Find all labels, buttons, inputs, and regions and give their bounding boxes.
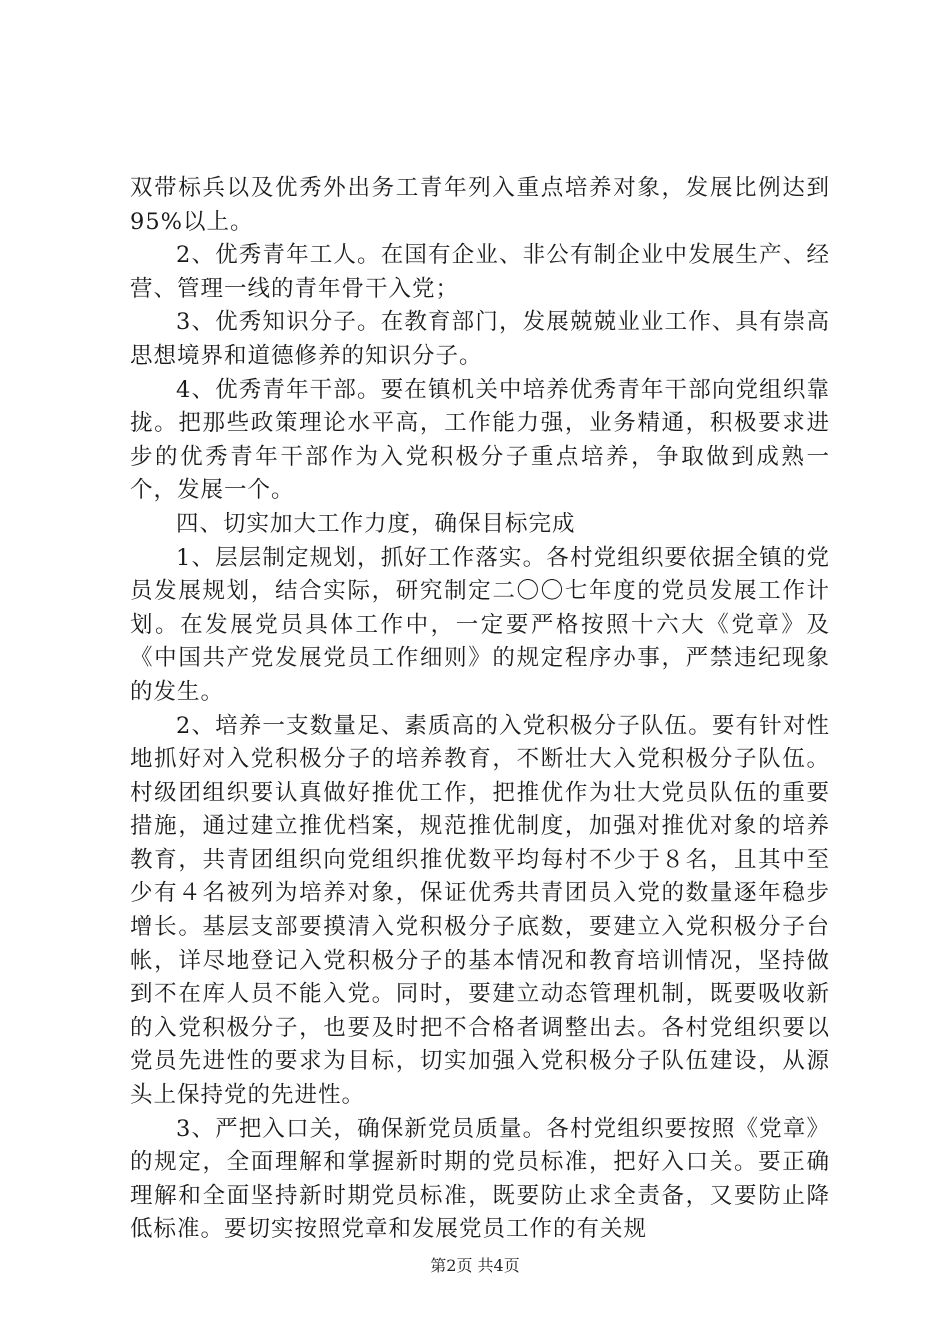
paragraph-continuation: 双带标兵以及优秀外出务工青年列入重点培养对象，发展比例达到95%以上。 (130, 175, 830, 235)
page-footer: 第2页 共4页 (430, 1256, 520, 1275)
section-heading: 四、切实加大工作力度，确保目标完成 (176, 510, 576, 537)
document-body (130, 172, 830, 1247)
paragraph-intellectuals: 3、优秀知识分子。在教育部门，发展兢兢业业工作、具有崇高思想境界和道德修养的知识分子。 (130, 309, 830, 369)
paragraph-entry-control: 3、严把入口关，确保新党员质量。各村党组织要按照《党章》的规定，全面理解和掌握新时期的党员标准，把好入口关。要正确理解和全面坚持新时期党员标准，既要防止求全责备，又要防止降低标准。要切实按照党章和发展党员工作的有关规 (130, 1115, 830, 1243)
paragraph-young-workers: 2、优秀青年工人。在国有企业、非公有制企业中发展生产、经营、管理一线的青年骨干入党； (130, 242, 830, 302)
paragraph-young-cadres: 4、优秀青年干部。要在镇机关中培养优秀青年干部向党组织靠拢。把那些政策理论水平高，工作能力强，业务精通，积极要求进步的优秀青年干部作为入党积极分子重点培养，争取做到成熟一个，发展一个。 (130, 376, 830, 504)
paragraph-activists: 2、培养一支数量足、素质高的入党积极分子队伍。要有针对性地抓好对入党积极分子的培养教育，不断壮大入党积极分子队伍。村级团组织要认真做好推优工作，把推优作为壮大党员队伍的重要措施，通过建立推优档案，规范推优制度，加强对推优对象的培养教育，共青团组织向党组织推优数平均每村不少于８名，且其中至少有４名被列为培养对象，保证优秀共青团员入党的数量逐年稳步增长。基层支部要摸清入党积极分子底数，要建立入党积极分子台帐，详尽地登记入党积极分子的基本情况和教育培训情况，坚持做到不在库人员不能入党。同时，要建立动态管理机制，既要吸收新的入党积极分子，也要及时把不合格者调整出去。各村党组织要以党员先进性的要求为目标，切实加强入党积极分子队伍建设，从源头上保持党的先进性。 (130, 712, 830, 1109)
paragraph-planning: 1、层层制定规划，抓好工作落实。各村党组织要依据全镇的党员发展规划，结合实际，研究制定二〇〇七年度的党员发展工作计划。在发展党员具体工作中，一定要严格按照十六大《党章》及《中国共产党发展党员工作细则》的规定程序办事，严禁违纪现象的发生。 (130, 544, 830, 705)
